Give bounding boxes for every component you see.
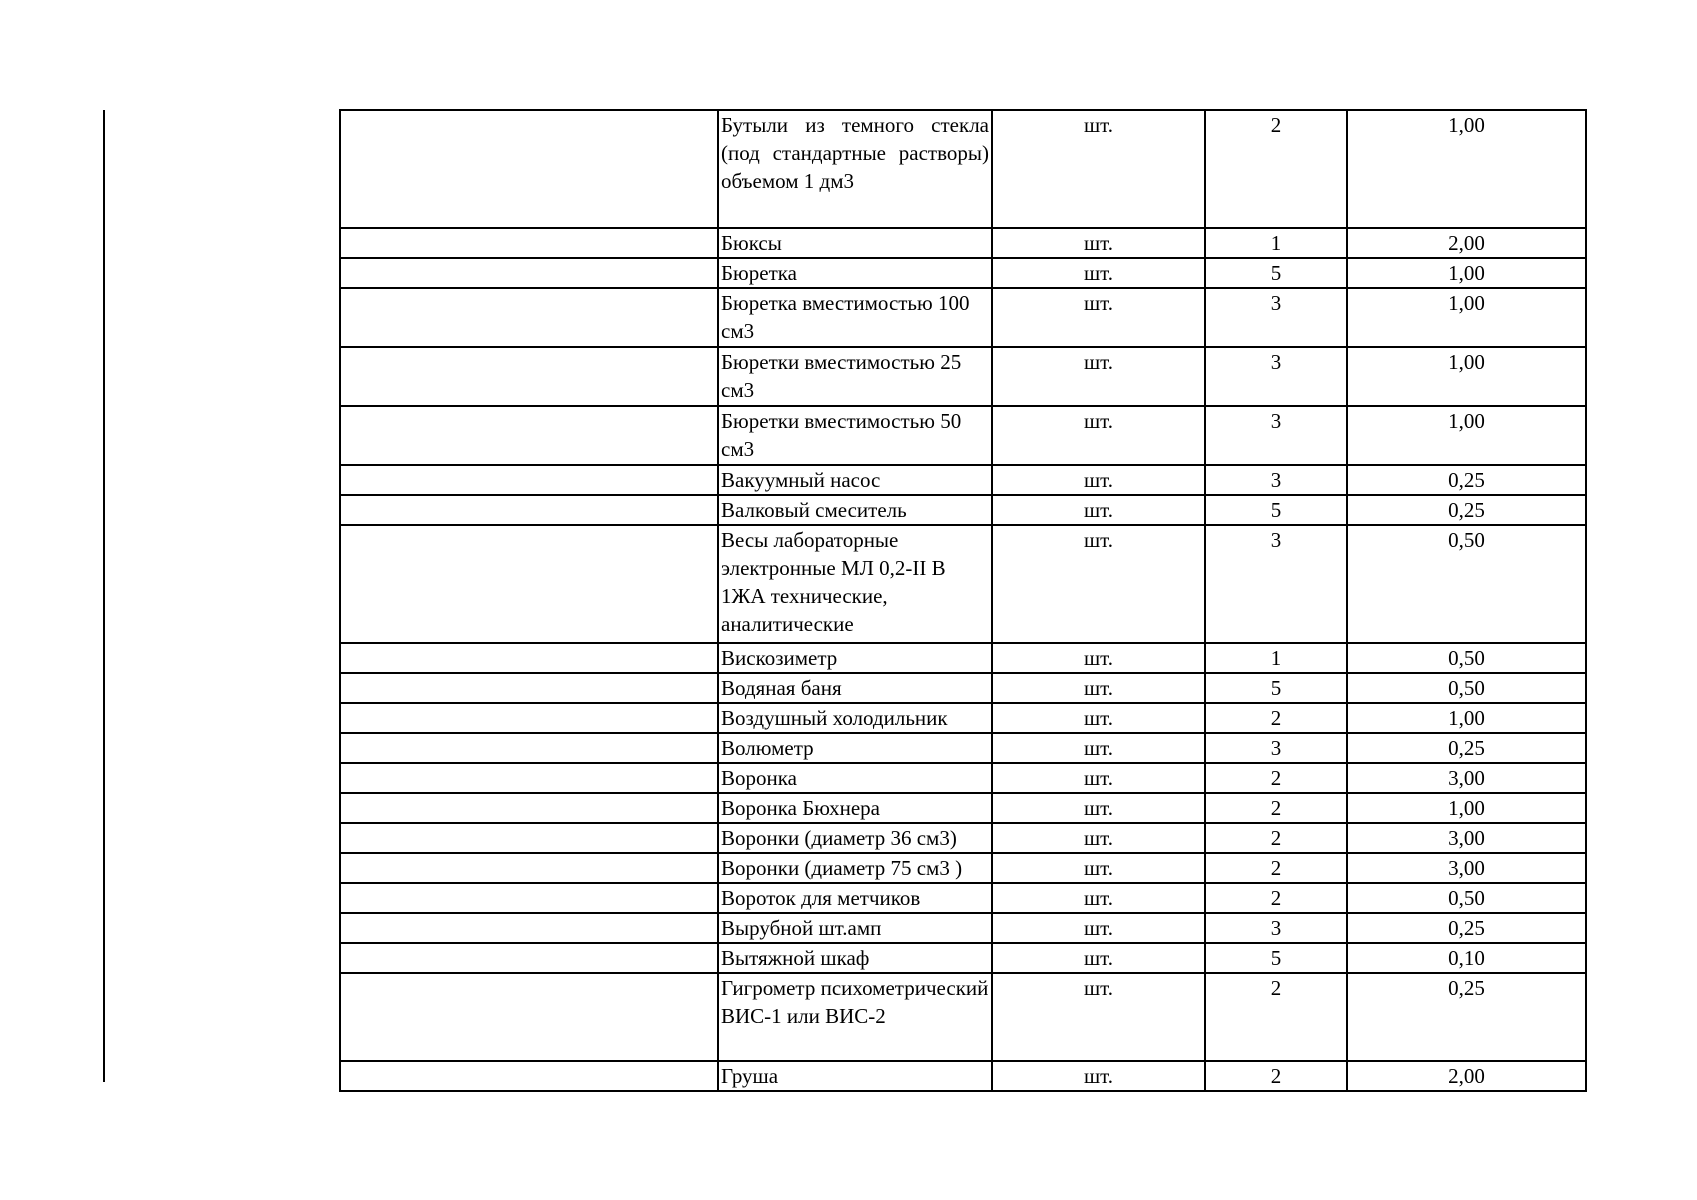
item-unit: шт.	[992, 733, 1205, 763]
item-unit: шт.	[992, 525, 1205, 643]
item-qty: 2	[1205, 973, 1347, 1061]
item-name: Бюретка вместимостью 100 см3	[718, 288, 992, 347]
blank-cell	[340, 943, 718, 973]
item-name: Бюретки вместимостью 50 см3	[718, 406, 992, 465]
item-name: Вискозиметр	[718, 643, 992, 673]
table-row	[340, 525, 1586, 643]
item-value: 2,00	[1347, 228, 1586, 258]
blank-cell	[340, 110, 718, 228]
item-unit: шт.	[992, 258, 1205, 288]
item-unit: шт.	[992, 347, 1205, 406]
table-row	[340, 673, 1586, 703]
table-row	[340, 228, 1586, 258]
blank-cell	[340, 703, 718, 733]
item-value: 2,00	[1347, 1061, 1586, 1091]
item-unit: шт.	[992, 703, 1205, 733]
blank-cell	[340, 643, 718, 673]
item-qty: 3	[1205, 525, 1347, 643]
item-name: Воронка Бюхнера	[718, 793, 992, 823]
item-unit: шт.	[992, 973, 1205, 1061]
item-name: Вырубной шт.амп	[718, 913, 992, 943]
item-qty: 2	[1205, 793, 1347, 823]
item-value: 0,10	[1347, 943, 1586, 973]
item-value: 0,50	[1347, 525, 1586, 643]
blank-cell	[340, 258, 718, 288]
item-qty: 2	[1205, 110, 1347, 228]
item-value: 1,00	[1347, 258, 1586, 288]
item-value: 0,50	[1347, 883, 1586, 913]
table-row	[340, 703, 1586, 733]
table-row	[340, 465, 1586, 495]
item-value: 1,00	[1347, 110, 1586, 228]
item-qty: 3	[1205, 465, 1347, 495]
blank-cell	[340, 823, 718, 853]
blank-cell	[340, 1061, 718, 1091]
item-value: 3,00	[1347, 763, 1586, 793]
blank-cell	[340, 793, 718, 823]
table-row	[340, 823, 1586, 853]
table-row	[340, 406, 1586, 465]
item-qty: 1	[1205, 643, 1347, 673]
item-unit: шт.	[992, 288, 1205, 347]
item-unit: шт.	[992, 913, 1205, 943]
item-value: 0,25	[1347, 733, 1586, 763]
table-row	[340, 853, 1586, 883]
item-name: Вытяжной шкаф	[718, 943, 992, 973]
item-unit: шт.	[992, 823, 1205, 853]
item-qty: 1	[1205, 228, 1347, 258]
item-name: Груша	[718, 1061, 992, 1091]
item-qty: 5	[1205, 943, 1347, 973]
blank-cell	[340, 495, 718, 525]
item-value: 1,00	[1347, 347, 1586, 406]
item-unit: шт.	[992, 853, 1205, 883]
item-value: 3,00	[1347, 823, 1586, 853]
item-value: 1,00	[1347, 406, 1586, 465]
item-unit: шт.	[992, 228, 1205, 258]
item-value: 0,25	[1347, 495, 1586, 525]
item-name: Бутыли из темного стекла (под стандартные растворы) объемом 1 дм3	[718, 110, 992, 228]
item-qty: 3	[1205, 406, 1347, 465]
blank-cell	[340, 883, 718, 913]
item-value: 0,25	[1347, 913, 1586, 943]
item-qty: 3	[1205, 347, 1347, 406]
table-row	[340, 883, 1586, 913]
blank-cell	[340, 763, 718, 793]
item-name: Гигрометр психометрический ВИС-1 или ВИС-2	[718, 973, 992, 1061]
item-name: Воздушный холодильник	[718, 703, 992, 733]
table-row	[340, 110, 1586, 228]
item-unit: шт.	[992, 465, 1205, 495]
table-row	[340, 973, 1586, 1061]
item-value: 0,50	[1347, 673, 1586, 703]
blank-cell	[340, 465, 718, 495]
table-row	[340, 943, 1586, 973]
item-qty: 2	[1205, 703, 1347, 733]
blank-cell	[340, 525, 718, 643]
table-row	[340, 793, 1586, 823]
item-name: Бюретки вместимостью 25 см3	[718, 347, 992, 406]
item-name: Волюметр	[718, 733, 992, 763]
item-name: Бюксы	[718, 228, 992, 258]
item-unit: шт.	[992, 793, 1205, 823]
item-qty: 3	[1205, 288, 1347, 347]
item-name: Вороток для метчиков	[718, 883, 992, 913]
blank-cell	[340, 406, 718, 465]
table-row	[340, 913, 1586, 943]
item-qty: 5	[1205, 495, 1347, 525]
item-unit: шт.	[992, 1061, 1205, 1091]
table-row	[340, 258, 1586, 288]
table-row	[340, 1061, 1586, 1091]
item-name: Бюретка	[718, 258, 992, 288]
item-qty: 2	[1205, 1061, 1347, 1091]
item-unit: шт.	[992, 943, 1205, 973]
item-value: 1,00	[1347, 793, 1586, 823]
item-qty: 2	[1205, 763, 1347, 793]
table-row	[340, 733, 1586, 763]
item-unit: шт.	[992, 673, 1205, 703]
item-qty: 2	[1205, 823, 1347, 853]
item-unit: шт.	[992, 406, 1205, 465]
equipment-table	[339, 109, 1587, 1092]
blank-cell	[340, 347, 718, 406]
item-name: Воронки (диаметр 36 см3)	[718, 823, 992, 853]
item-unit: шт.	[992, 110, 1205, 228]
table-row	[340, 347, 1586, 406]
item-qty: 3	[1205, 913, 1347, 943]
item-value: 1,00	[1347, 288, 1586, 347]
item-unit: шт.	[992, 643, 1205, 673]
item-unit: шт.	[992, 763, 1205, 793]
item-unit: шт.	[992, 495, 1205, 525]
table-row	[340, 643, 1586, 673]
blank-cell	[340, 733, 718, 763]
table-row	[340, 495, 1586, 525]
item-qty: 5	[1205, 673, 1347, 703]
item-qty: 2	[1205, 853, 1347, 883]
table-row	[340, 763, 1586, 793]
left-margin-line	[103, 110, 105, 1082]
item-name: Водяная баня	[718, 673, 992, 703]
item-name: Воронки (диаметр 75 см3 )	[718, 853, 992, 883]
item-qty: 2	[1205, 883, 1347, 913]
item-qty: 3	[1205, 733, 1347, 763]
blank-cell	[340, 288, 718, 347]
blank-cell	[340, 853, 718, 883]
item-value: 0,50	[1347, 643, 1586, 673]
item-name: Весы лабораторные электронные МЛ 0,2-II В 1ЖА технические, аналитические	[718, 525, 992, 643]
item-value: 0,25	[1347, 973, 1586, 1061]
item-name: Вакуумный насос	[718, 465, 992, 495]
blank-cell	[340, 228, 718, 258]
item-value: 3,00	[1347, 853, 1586, 883]
item-value: 0,25	[1347, 465, 1586, 495]
blank-cell	[340, 913, 718, 943]
table-row	[340, 288, 1586, 347]
item-value: 1,00	[1347, 703, 1586, 733]
item-qty: 5	[1205, 258, 1347, 288]
item-unit: шт.	[992, 883, 1205, 913]
blank-cell	[340, 673, 718, 703]
item-name: Воронка	[718, 763, 992, 793]
item-name: Валковый смеситель	[718, 495, 992, 525]
blank-cell	[340, 973, 718, 1061]
